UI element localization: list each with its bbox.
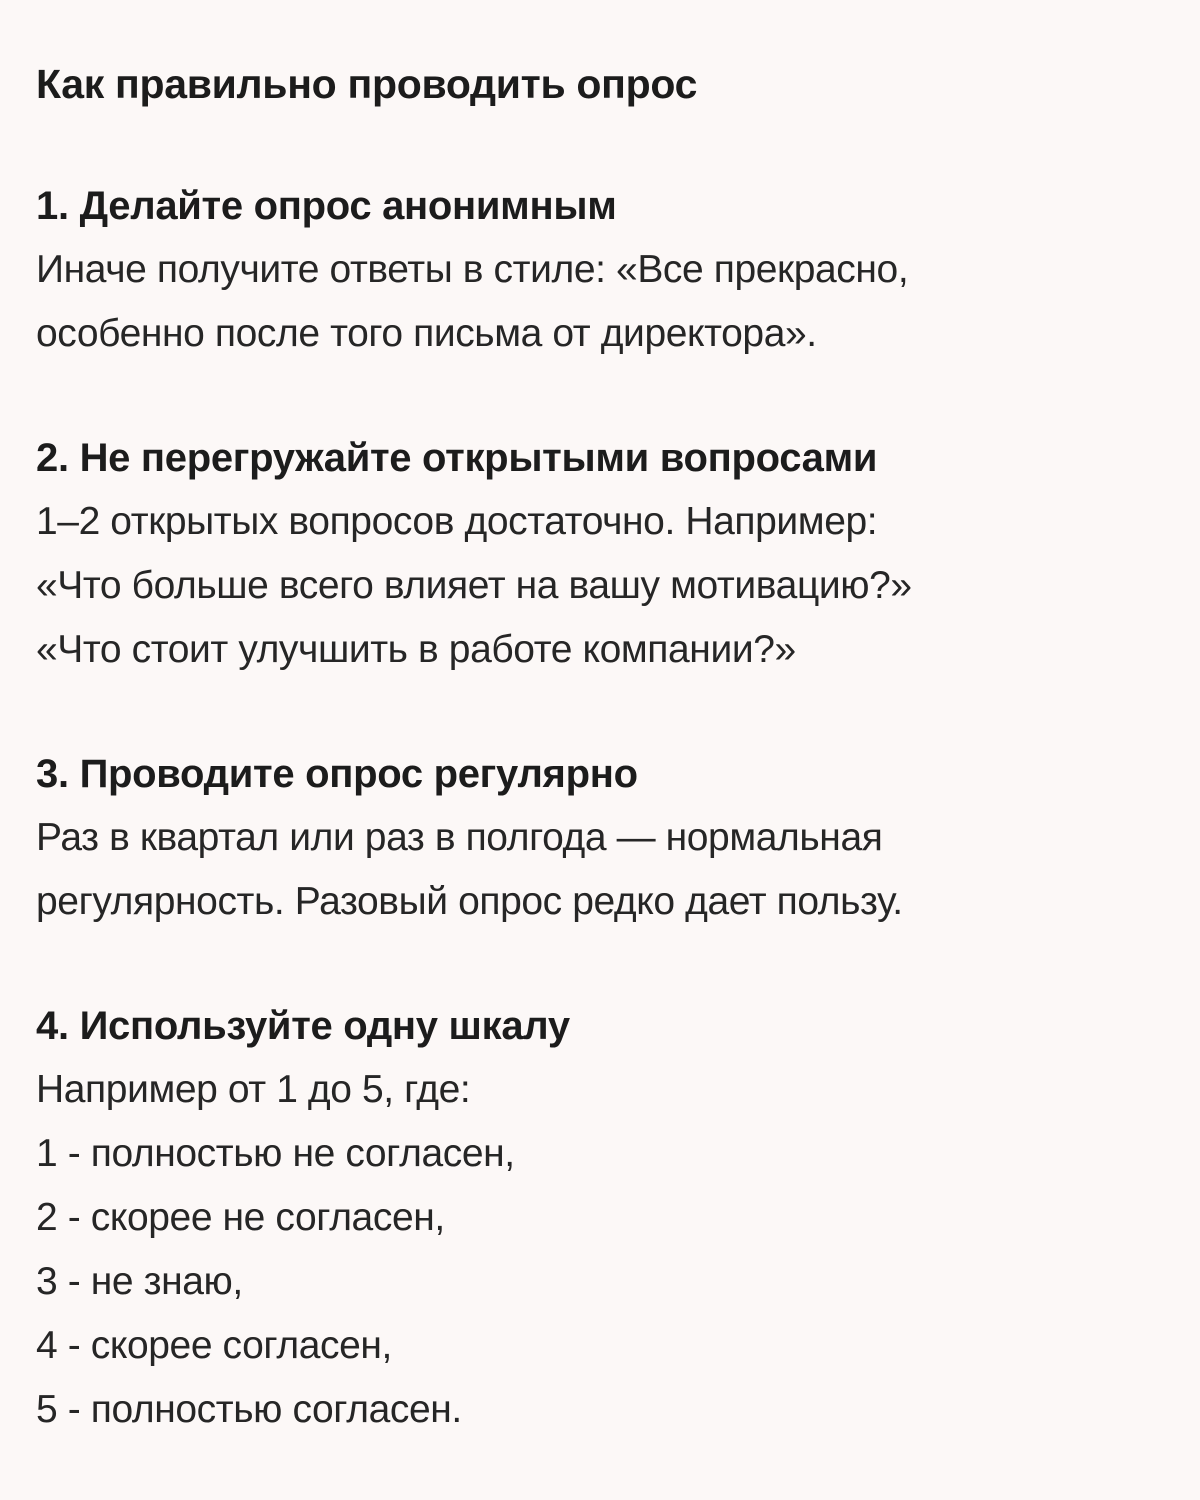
- section-anonymous: [36, 174, 1176, 366]
- page-title: Как правильно проводить опрос: [36, 61, 698, 107]
- section-heading: 3. Проводите опрос регулярно: [36, 752, 638, 796]
- scale-item: 1 - полностью не согласен,: [36, 1132, 515, 1175]
- scale-item: 5 - полностью согласен.: [36, 1388, 462, 1431]
- scale-item: 3 - не знаю,: [36, 1260, 243, 1303]
- body-text: Например от 1 до 5, где:: [36, 1068, 471, 1111]
- scale-item: 2 - скорее не согласен,: [36, 1196, 445, 1239]
- body-text: Иначе получите ответы в стиле: «Все прекрасно,: [36, 248, 909, 291]
- section-scale: [36, 994, 1176, 1442]
- section-heading: 2. Не перегружайте открытыми вопросами: [36, 436, 878, 480]
- section-regularity: [36, 742, 1176, 934]
- section-open-questions: [36, 426, 1176, 682]
- section-heading: 4. Используйте одну шкалу: [36, 1004, 570, 1048]
- section-heading: 1. Делайте опрос анонимным: [36, 184, 617, 228]
- document: [36, 52, 1176, 1442]
- body-text: «Что больше всего влияет на вашу мотивацию?»: [36, 564, 912, 607]
- body-text: регулярность. Разовый опрос редко дает пользу.: [36, 880, 903, 923]
- body-text: 1–2 открытых вопросов достаточно. Например:: [36, 500, 878, 543]
- body-text: особенно после того письма от директора».: [36, 312, 817, 355]
- scale-item: 4 - скорее согласен,: [36, 1324, 392, 1367]
- body-text: Раз в квартал или раз в полгода — нормальная: [36, 816, 883, 859]
- body-text: «Что стоит улучшить в работе компании?»: [36, 628, 796, 671]
